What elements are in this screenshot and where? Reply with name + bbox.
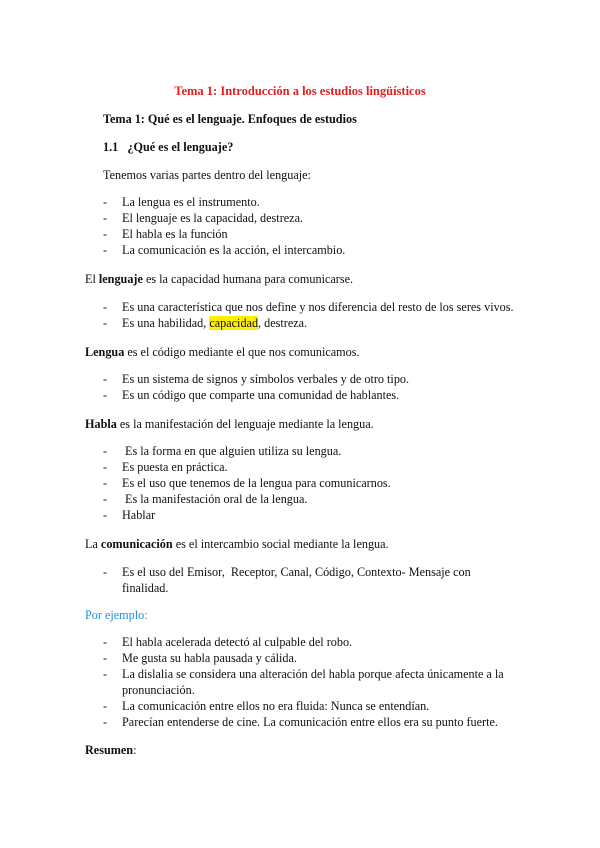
resumen-heading bbox=[85, 743, 136, 758]
list-item-text: La comunicación entre ellos no era fluida: Nunca se entendían. bbox=[122, 699, 430, 713]
list-item-text: pronunciación. bbox=[122, 683, 195, 697]
list-item-text: Parecían entenderse de cine. La comunicación entre ellos era su punto fuerte. bbox=[122, 715, 498, 729]
example-label: Por ejemplo: bbox=[85, 608, 148, 622]
list-dash: - bbox=[103, 227, 108, 241]
list-dash: - bbox=[103, 476, 108, 490]
list-item-text: La lengua es el instrumento. bbox=[122, 195, 260, 209]
document-title: Tema 1: Introducción a los estudios lingüísticos bbox=[174, 84, 426, 98]
item-text-pre: Es una habilidad, bbox=[122, 316, 210, 330]
list-item-text: Me gusta su habla pausada y cálida. bbox=[122, 651, 297, 665]
list-item-text: La dislalia se considera una alteración del habla porque afecta únicamente a la bbox=[122, 667, 504, 681]
list-item-text: Es el uso del Emisor, Receptor, Canal, Código, Contexto- Mensaje con bbox=[122, 565, 471, 579]
list-item-text: Es la forma en que alguien utiliza su lengua. bbox=[122, 444, 342, 458]
list-dash: - bbox=[103, 492, 108, 506]
lenguaje-post: es la capacidad humana para comunicarse. bbox=[142, 272, 354, 286]
lengua-term: Lengua bbox=[85, 345, 125, 359]
list-dash: - bbox=[103, 715, 108, 729]
comunicacion-pre: La bbox=[85, 537, 101, 551]
list-item-text: Es puesta en práctica. bbox=[122, 460, 228, 474]
intro-paragraph: Tenemos varias partes dentro del lenguaje: bbox=[103, 168, 311, 182]
list-item-text: La comunicación es la acción, el intercambio. bbox=[122, 243, 346, 257]
lengua-definition bbox=[85, 345, 360, 360]
list-item-text: El lenguaje es la capacidad, destreza. bbox=[122, 211, 304, 225]
list-item-text: Es el uso que tenemos de la lengua para comunicarnos. bbox=[122, 476, 391, 490]
list-dash: - bbox=[103, 243, 108, 257]
habla-term: Habla bbox=[85, 417, 117, 431]
comunicacion-definition bbox=[85, 537, 389, 552]
list-dash: - bbox=[103, 316, 108, 330]
list-dash: - bbox=[103, 565, 108, 579]
list-dash: - bbox=[103, 635, 108, 649]
lenguaje-term: lenguaje bbox=[98, 272, 143, 286]
list-item-text: Es la manifestación oral de la lengua. bbox=[122, 492, 308, 506]
lenguaje-definition bbox=[85, 272, 353, 287]
list-item-text: El habla acelerada detectó al culpable del robo. bbox=[122, 635, 353, 649]
section-heading: 1.1 ¿Qué es el lenguaje? bbox=[103, 140, 234, 154]
resumen-post: : bbox=[133, 743, 137, 757]
habla-definition bbox=[85, 417, 374, 432]
list-item-text bbox=[122, 316, 307, 332]
list-dash: - bbox=[103, 460, 108, 474]
highlighted-word: capacidad bbox=[209, 316, 259, 330]
comunicacion-term: comunicación bbox=[100, 537, 173, 551]
list-item-text: finalidad. bbox=[122, 581, 169, 595]
list-dash: - bbox=[103, 667, 108, 681]
list-item-text: El habla es la función bbox=[122, 227, 228, 241]
list-dash: - bbox=[103, 651, 108, 665]
list-item-text: Hablar bbox=[122, 508, 156, 522]
list-dash: - bbox=[103, 372, 108, 386]
comunicacion-post: es el intercambio social mediante la lengua. bbox=[172, 537, 389, 551]
lenguaje-pre: El bbox=[85, 272, 99, 286]
item-text-post: , destreza. bbox=[258, 316, 308, 330]
list-dash: - bbox=[103, 508, 108, 522]
list-dash: - bbox=[103, 300, 108, 314]
list-item-text: Es una característica que nos define y nos diferencia del resto de los seres vivos. bbox=[122, 300, 514, 314]
list-dash: - bbox=[103, 444, 108, 458]
list-dash: - bbox=[103, 211, 108, 225]
list-dash: - bbox=[103, 195, 108, 209]
lengua-post: es el código mediante el que nos comunicamos. bbox=[124, 345, 360, 359]
list-item-text: Es un sistema de signos y símbolos verbales y de otro tipo. bbox=[122, 372, 410, 386]
list-item-text: Es un código que comparte una comunidad de hablantes. bbox=[122, 388, 400, 402]
subtitle: Tema 1: Qué es el lenguaje. Enfoques de estudios bbox=[103, 112, 357, 126]
list-dash: - bbox=[103, 699, 108, 713]
resumen-term: Resumen bbox=[85, 743, 134, 757]
habla-post: es la manifestación del lenguaje mediante la lengua. bbox=[116, 417, 374, 431]
list-dash: - bbox=[103, 388, 108, 402]
